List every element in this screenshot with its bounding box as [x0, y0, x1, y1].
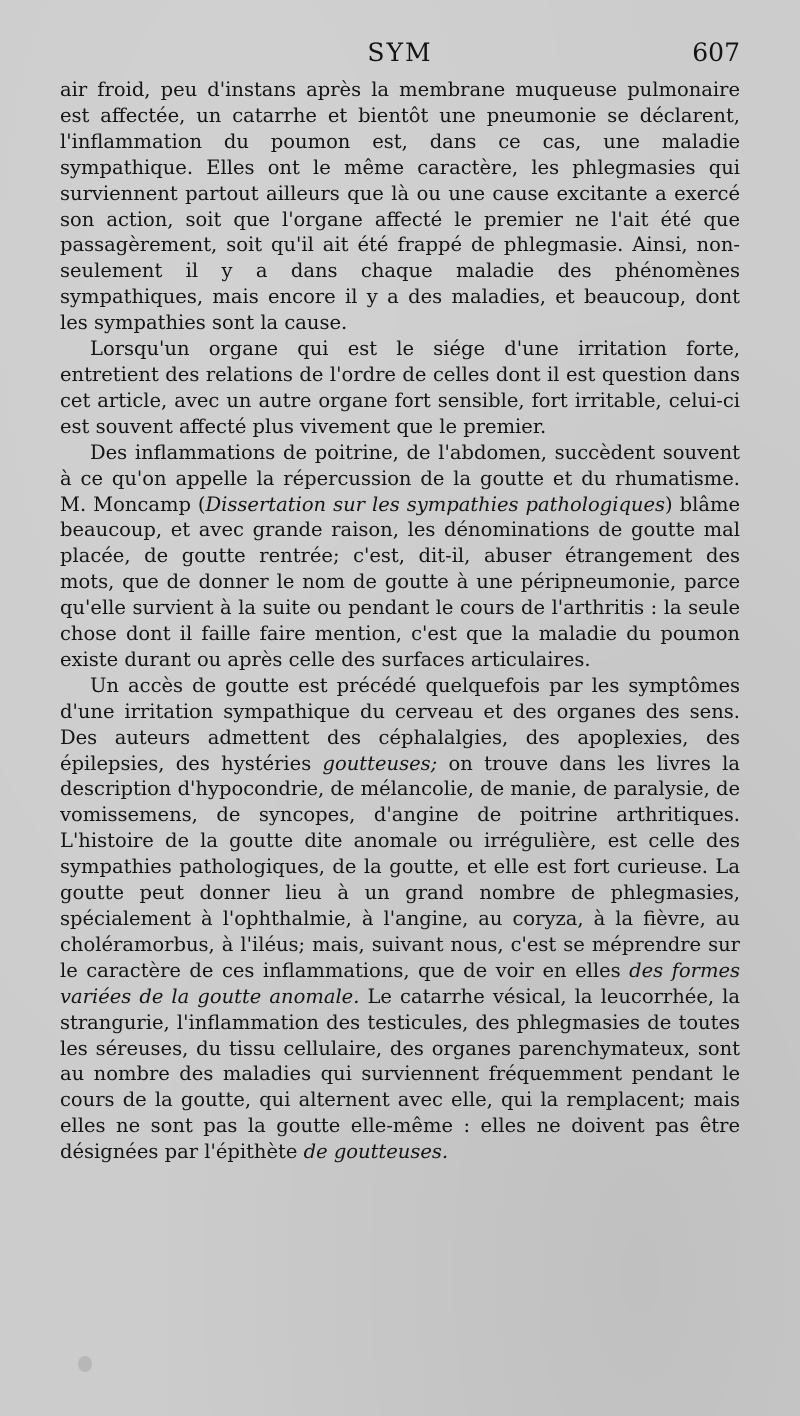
- page-number: 607: [692, 38, 740, 67]
- page-header: [60, 38, 740, 72]
- italic-term: goutteuses;: [322, 751, 438, 775]
- text-run: Des inflammations de poitrine, de l'abdomen, succèdent souvent à ce qu'on appelle la répercussion de la goutte et du rhumatisme. M. Moncamp (: [60, 440, 740, 516]
- text-run: ) blâme beaucoup, et avec grande raison, les dénominations de goutte mal placée, de goutte rentrée; c'est, dit-il, abuser étrangement des mots, que de donner le nom de goutte à une péripneumonie, parce qu'elle survient à la suite ou pendant le cours de l'arthritis : la seule chose dont il faille faire mention, c'est que la maladie du poumon existe durant ou après celle des surfaces articulaires.: [60, 492, 740, 671]
- text-run: air froid, peu d'instans après la membrane muqueuse pulmonaire est affectée, un catarrhe et bientôt une pneumonie se déclarent, l'inflammation du poumon est, dans ce cas, une maladie sympathique. Elles ont le même caractère, les phlegmasies qui surviennent partout ailleurs que là ou une cause excitante a exercé son action, soit que l'organe affecté le premier ne l'ait été que passagèrement, soit qu'il ait été frappé de phlegmasie. Ainsi, non-seulement il y a dans chaque maladie des phénomènes sympathiques, mais encore il y a des maladies, et beaucoup, dont les sympathies sont la cause.: [60, 78, 740, 335]
- text-run: Lorsqu'un organe qui est le siége d'une irritation forte, entretient des relations de l'ordre de celles dont il est question dans cet article, avec un autre organe fort sensible, fort irritable, celui-ci est souvent affecté plus vivement que le premier.: [60, 337, 740, 438]
- text-run: Un accès de goutte est précédé quelquefois par les symptômes d'une irritation sympathique du cerveau et des organes des sens. Des auteurs admettent des céphalalgies, des apoplexies, des épilepsies, des hystéries: [60, 673, 740, 775]
- paragraph: [60, 336, 740, 440]
- paragraph: [60, 673, 740, 1165]
- ink-smudge: [78, 1356, 92, 1372]
- italic-phrase: des formes variées de la goutte anomale.: [60, 958, 740, 1008]
- running-head: SYM: [367, 38, 433, 67]
- text-run: on trouve dans les livres la description d'hypocondrie, de mélancolie, de manie, de paralysie, de vomissemens, de syncopes, d'angine de poitrine arthritiques. L'histoire de la goutte dite anomale ou irrégulière, est celle des sympathies pathologiques, de la goutte, et elle est fort curieuse. La goutte peut donner lieu à un grand nombre de phlegmasies, spécialement à l'ophthalmie, à l'angine, au coryza, à la fièvre, au choléramorbus, à l'iléus; mais, suivant nous, c'est se méprendre sur le caractère de ces inflammations, que de voir en elles: [60, 751, 740, 982]
- italic-term: de goutteuses.: [303, 1140, 449, 1164]
- italic-title: Dissertation sur les sympathies pathologiques: [205, 492, 666, 516]
- paragraph: [60, 440, 740, 673]
- text-run: Le catarrhe vésical, la leucorrhée, la strangurie, l'inflammation des testicules, des phlegmasies de toutes les séreuses, du tissu cellulaire, des organes parenchymateux, sont au nombre des maladies qui surviennent fréquemment pendant le cours de la goutte, qui alternent avec elle, qui la remplacent; mais elles ne sont pas la goutte elle-même : elles ne doivent pas être désignées par l'épithète: [60, 984, 740, 1164]
- paragraph: [60, 77, 740, 336]
- body-text: [60, 77, 740, 1165]
